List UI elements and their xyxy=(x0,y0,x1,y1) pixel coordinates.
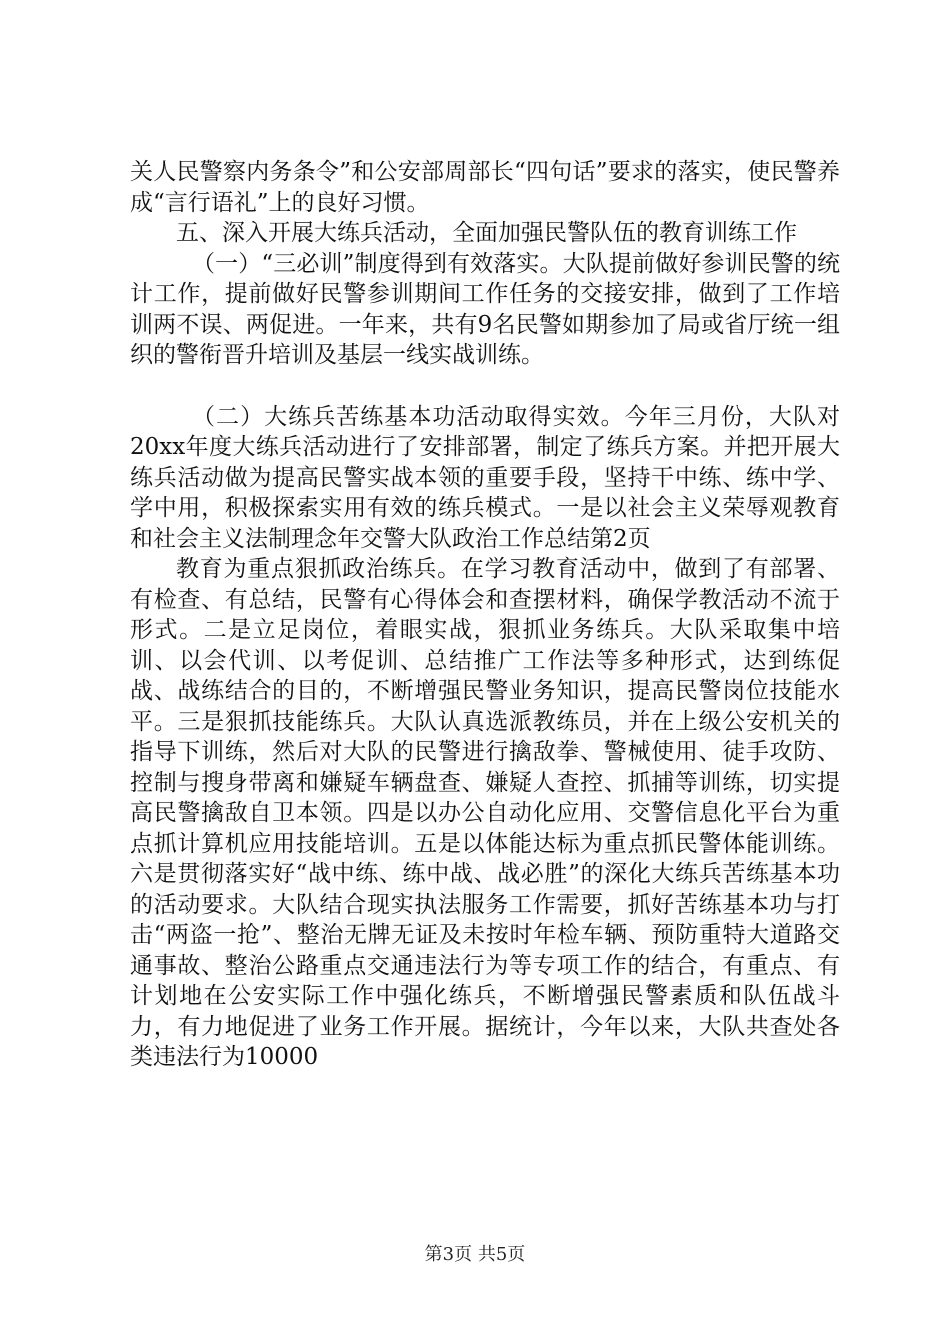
paragraph-subsection-one: （一）“三必训”制度得到有效落实。大队提前做好参训民警的统计工作，提前做好民警参训期间工作任务的交接安排，做到了工作培训两不误、两促进。一年来，共有9名民警如期参加了局或省厅统一组织的警衔晋升培训及基层一线实战训练。 xyxy=(130,250,840,368)
paragraph-continuation: 关人民警察内务条令”和公安部周部长“四句话”要求的落实，使民警养成“言行语礼”上的良好习惯。 xyxy=(130,159,840,216)
section-heading-five: 五、深入开展大练兵活动，全面加强民警队伍的教育训练工作 xyxy=(176,220,797,246)
paragraph-training-details: 教育为重点狠抓政治练兵。在学习教育活动中，做到了有部署、有检查、有总结，民警有心得体会和查摆材料，确保学教活动不流于形式。二是立足岗位，着眼实战，狠抓业务练兵。大队采取集中培训、以会代训、以考促训、总结推广工作法等多种形式，达到练促战、战练结合的目的，不断增强民警业务知识，提高民警岗位技能水平。三是狠抓技能练兵。大队认真选派教练员，并在上级公安机关的指导下训练，然后对大队的民警进行擒敌拳、警械使用、徒手攻防、控制与搜身带离和嫌疑车辆盘查、嫌疑人查控、抓捕等训练，切实提高民警擒敌自卫本领。四是以办公自动化应用、交警信息化平台为重点抓计算机应用技能培训。五是以体能达标为重点抓民警体能训练。六是贯彻落实好“战中练、练中战、战必胜”的深化大练兵苦练基本功的活动要求。大队结合现实执法服务工作需要，抓好苦练基本功与打击“两盗一抢”、整治无牌无证及未按时年检车辆、预防重特大道路交通事故、整治公路重点交通违法行为等专项工作的结合，有重点、有计划地在公安实际工作中强化练兵，不断增强民警素质和队伍战斗力，有力地促进了业务工作开展。据统计，今年以来，大队共查处各类违法行为10000 xyxy=(130,556,840,1070)
paragraph-subsection-two: （二）大练兵苦练基本功活动取得实效。今年三月份，大队对20xx年度大练兵活动进行了安排部署，制定了练兵方案。并把开展大练兵活动做为提高民警实战本领的重要手段，坚持干中练、练中学、学中用，积极探索实用有效的练兵模式。一是以社会主义荣辱观教育和社会主义法制理念年交警大队政治工作总结第2页 xyxy=(130,403,840,552)
page-number-footer: 第3页 共5页 xyxy=(424,1244,526,1265)
document-body xyxy=(130,157,840,1073)
